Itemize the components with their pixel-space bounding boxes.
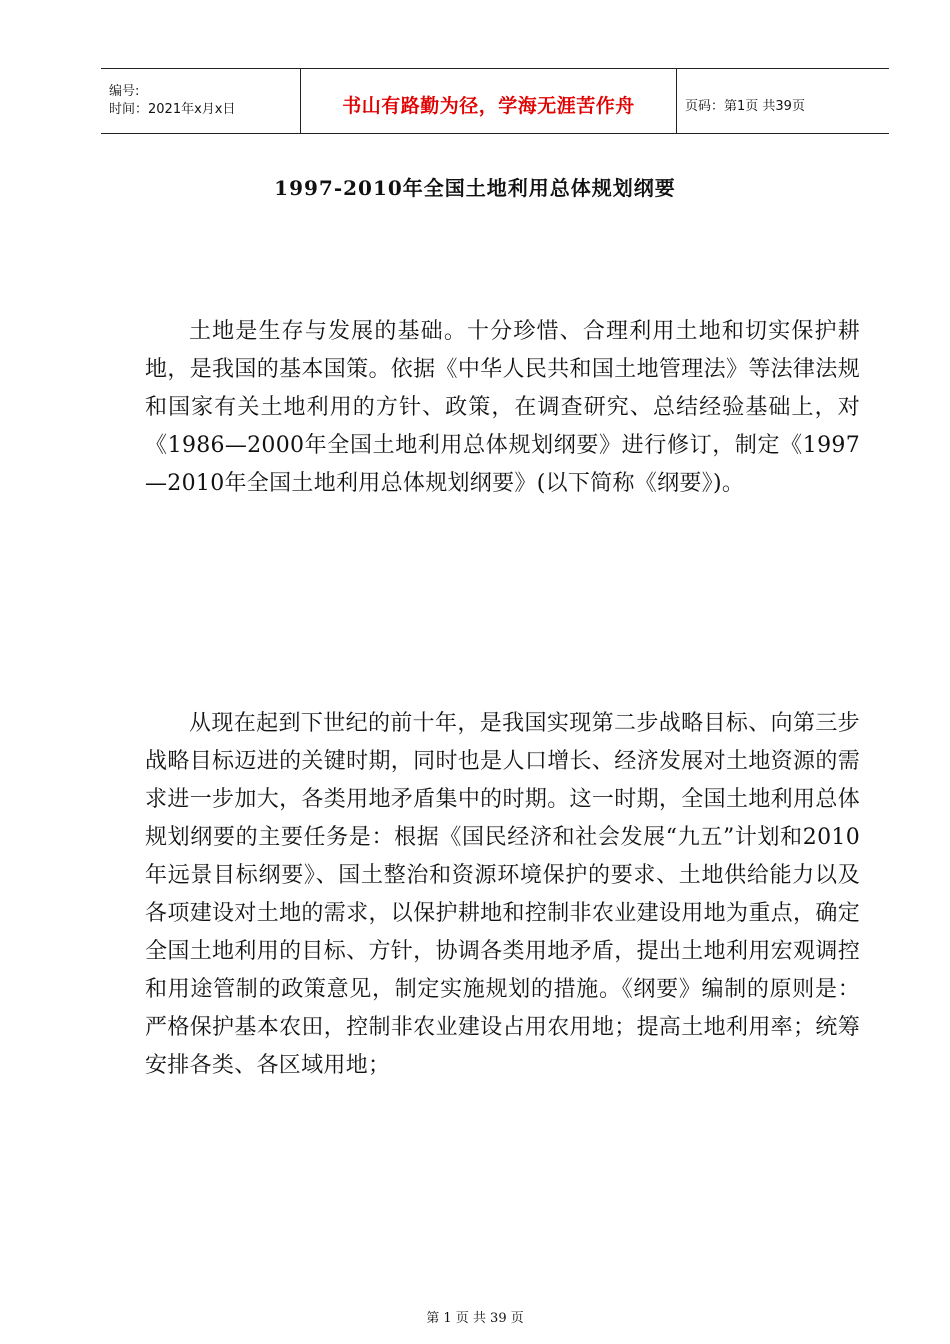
- page-header: [101, 68, 889, 134]
- header-motto: 书山有路勤为径，学海无涯苦作舟: [342, 94, 635, 117]
- time-label: 时间：2021年x月x日: [109, 102, 236, 117]
- paragraph-2: 从现在起到下世纪的前十年，是我国实现第二步战略目标、向第三步战略目标迈进的关键时期，同时也是人口增长、经济发展对土地资源的需求进一步加大，各类用地矛盾集中的时期。这一时期，全国土地利用总体规划纲要的主要任务是：根据《国民经济和社会发展“九五”计划和2010年远景目标纲要》、国土整治和资源环境保护的要求、土地供给能力以及各项建设对土地的需求，以保护耕地和控制非农业建设用地为重点，确定全国土地利用的目标、方针，协调各类用地矛盾，提出土地利用宏观调控和用途管制的政策意见，制定实施规划的措施。《纲要》编制的原则是：严格保护基本农田，控制非农业建设占用农用地；提高土地利用率；统筹安排各类、各区域用地；: [145, 711, 860, 1078]
- header-meta-cell: [101, 69, 301, 133]
- serial-label: 编号:: [109, 84, 140, 99]
- header-motto-cell: [301, 69, 677, 133]
- document-title: 1997-2010年全国土地利用总体规划纲要: [274, 176, 676, 200]
- paragraph-1: 土地是生存与发展的基础。十分珍惜、合理利用土地和切实保护耕地，是我国的基本国策。依据《中华人民共和国土地管理法》等法律法规和国家有关土地利用的方针、政策，在调查研究、总结经验基础上，对《1986—2000年全国土地利用总体规划纲要》进行修订，制定《1997—2010年全国土地利用总体规划纲要》(以下简称《纲要》)。: [145, 319, 860, 496]
- header-page-cell: [677, 69, 889, 133]
- header-page-info: 页码：第1页 共39页: [685, 98, 805, 114]
- page-footer: 第 1 页 共 39 页: [426, 1311, 524, 1326]
